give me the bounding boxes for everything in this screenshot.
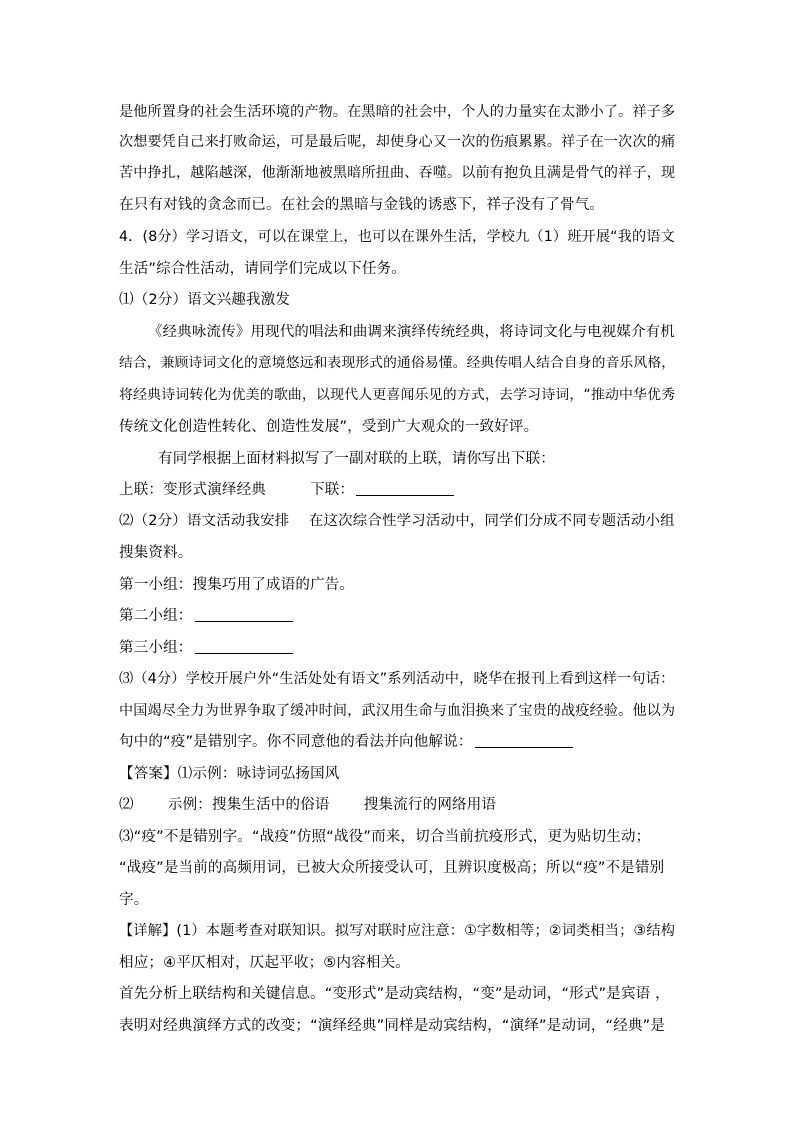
- text-line: 有同学根据上面材料拟写了一副对联的上联，请你写出下联：: [158, 451, 555, 467]
- detail-heading: 【详解】(1）本题考查对联知识。拟写对联时应注意：①字数相等；②词类相当；③结构: [119, 923, 676, 939]
- detail-line: 首先分析上联结构和关键信息。“变形式”是动宾结构，“变”是动词，“形式”是宾语 ，: [119, 986, 670, 1002]
- group-2-line: [119, 607, 293, 625]
- question-heading: 4．(8分）学习语文，可以在课堂上，也可以在课外生活，学校九（1）班开展“我的语文: [119, 229, 675, 245]
- text-line: 《经典咏流传》用现代的唱法和曲调来演绎传统经典，将诗词文化与电视媒介有机: [148, 324, 675, 340]
- text-line: 次想要凭自己来打败命运，可是最后呢，却使身心又一次的伤痕累累。祥子在一次次的痛: [119, 134, 676, 150]
- subquestion-2: ⑵（2分）语文活动我安排 在这次综合性学习活动中，同学们分成不同专题活动小组: [119, 513, 675, 529]
- text-line: 苦中挣扎，越陷越深，他渐渐地被黑暗所扭曲、吞噬。以前有抱负且满是骨气的祥子，现: [119, 165, 676, 181]
- text-line: 中国竭尽全力为世界争取了缓冲时间，武汉用生命与血泪换来了宝贵的战疫经验。他以为: [119, 703, 676, 719]
- text-line: 生活”综合性活动，请同学们完成以下任务。: [119, 261, 407, 277]
- group-2-label: 第二小组：: [119, 608, 193, 624]
- text-line: 传统文化创造性转化、创造性发展”，受到广大观众的一致好评。: [119, 419, 539, 435]
- detail-line: 表明对经典演绎方式的改变；“演绎经典”同样是动宾结构，“演绎”是动词，“经典”是: [119, 1018, 666, 1034]
- text-line: 将经典诗词转化为优美的歌曲，以现代人更喜闻乐见的方式，去学习诗词，“推动中华优秀: [119, 387, 676, 403]
- answer-line: 字。: [119, 892, 149, 908]
- answer-blank[interactable]: [195, 607, 293, 622]
- subquestion-3: ⑶（4分）学校开展户外“生活处处有语文”系列活动中，晓华在报刊上看到这样一句话：: [119, 671, 675, 687]
- detail-line: 相应；④平仄相对，仄起平收；⑤内容相关。: [119, 955, 410, 971]
- text-line: 在只有对钱的贪念而已。在社会的黑暗与金钱的诱惑下，祥子没有了骨气。: [119, 197, 605, 213]
- group-3-label: 第三小组：: [119, 640, 193, 656]
- text-line: 是他所置身的社会生活环境的产物。在黑暗的社会中，个人的力量实在太渺小了。祥子多: [119, 104, 676, 120]
- answer-blank[interactable]: [356, 481, 454, 496]
- answer-line: ⑶“疫”不是错别字。“战疫”仿照“战役”而来，切合当前抗疫形式，更为贴切生动；: [119, 829, 651, 845]
- answer-blank[interactable]: [475, 733, 573, 748]
- answer-heading: 【答案】⑴示例：咏诗词弘扬国风: [119, 766, 340, 782]
- answer-line: ⑵ 示例：搜集生活中的俗语 搜集流行的网络用语: [119, 797, 497, 813]
- text-line: 搜集资料。: [119, 545, 193, 561]
- couplet-line: [119, 481, 454, 499]
- couplet-text: 上联：变形式演绎经典 下联：: [119, 482, 355, 498]
- text-line: 结合，兼顾诗词文化的意境悠远和表现形式的通俗易懂。经典传唱人结合自身的音乐风格，: [119, 355, 676, 371]
- group-1-line: 第一小组：搜集巧用了成语的广告。: [119, 577, 355, 593]
- answer-blank[interactable]: [195, 639, 293, 654]
- subquestion-1: ⑴（2分）语文兴趣我激发: [119, 292, 291, 308]
- explain-line: [119, 733, 573, 751]
- group-3-line: [119, 639, 293, 657]
- explain-text: 句中的“疫”是错别字。你不同意他的看法并向他解说：: [119, 734, 473, 750]
- answer-line: “战疫”是当前的高频用词，已被大众所接受认可，且辨识度极高；所以“疫”不是错别: [119, 860, 665, 876]
